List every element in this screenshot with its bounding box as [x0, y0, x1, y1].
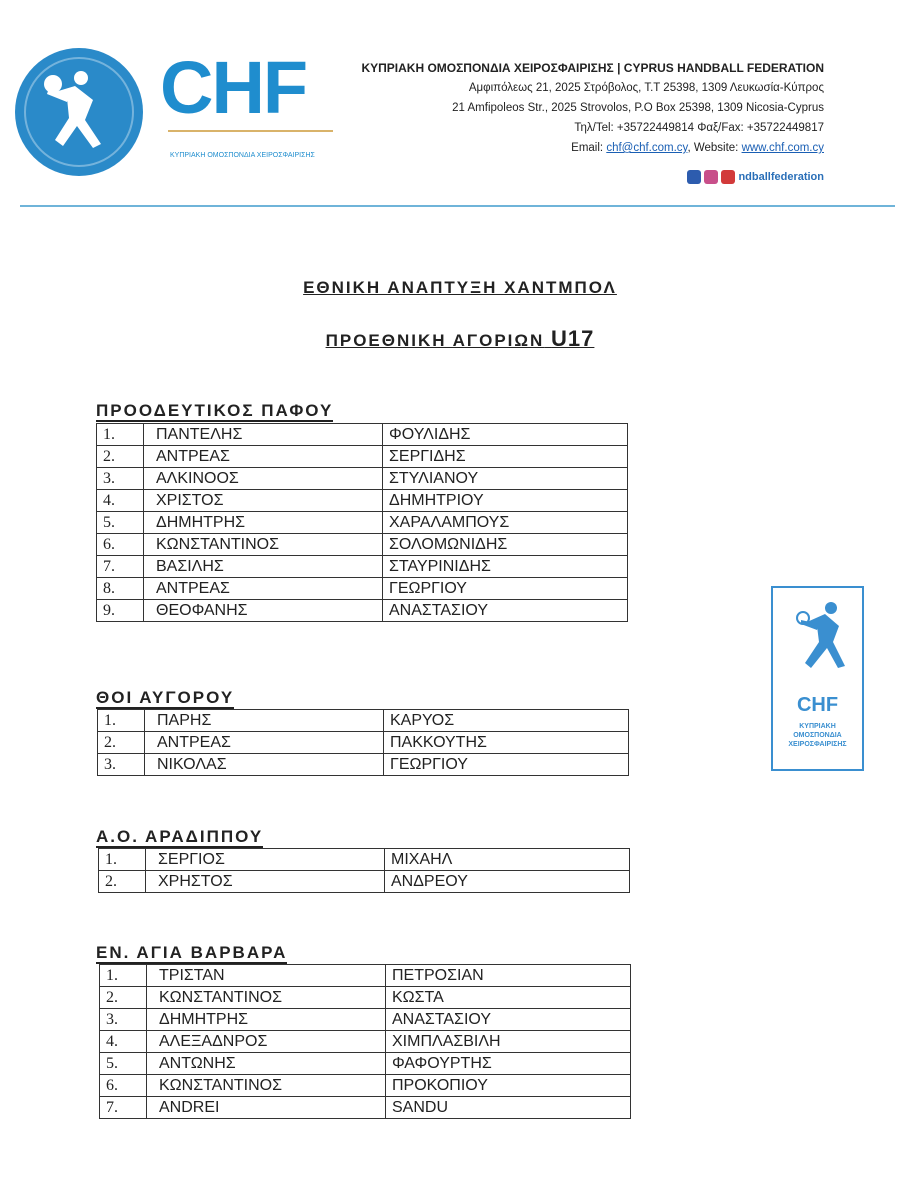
player-last-name: ΠΕΤΡΟΣΙΑΝ — [386, 965, 631, 987]
player-last-name: ΑΝΑΣΤΑΣΙΟΥ — [383, 600, 628, 622]
player-first-name: ΑΛΚΙΝΟΟΣ — [144, 468, 383, 490]
chf-logo-text: CHF — [160, 46, 307, 129]
website-label: , Website: — [687, 142, 742, 154]
table-row — [97, 534, 628, 556]
player-last-name: ΣΤΑΥΡΙΝΙΔΗΣ — [383, 556, 628, 578]
table-row — [97, 446, 628, 468]
table-row — [100, 965, 631, 987]
table-row — [97, 578, 628, 600]
table-row — [100, 1097, 631, 1119]
table-row — [100, 1009, 631, 1031]
stamp-subtitle-line: ΚΥΠΡΙΑΚΗ — [799, 723, 836, 730]
roster-table — [97, 709, 629, 776]
player-last-name: ΣΤΥΛΙΑΝΟΥ — [383, 468, 628, 490]
player-last-name: ΑΝΔΡΕΟΥ — [385, 871, 630, 893]
social-handle: ndballfederation — [738, 171, 824, 183]
player-first-name: ΧΡΗΣΤΟΣ — [146, 871, 385, 893]
player-number: 7. — [97, 556, 144, 578]
table-row — [98, 754, 629, 776]
player-first-name: ΑΛΕΞΑΔΝΡΟΣ — [147, 1031, 386, 1053]
player-number: 2. — [99, 871, 146, 893]
table-row — [99, 849, 630, 871]
club-heading — [96, 827, 263, 847]
roster-table — [96, 423, 628, 622]
website-link[interactable]: www.chf.com.cy — [741, 142, 824, 154]
player-last-name: ΑΝΑΣΤΑΣΙΟΥ — [386, 1009, 631, 1031]
club-heading — [96, 688, 234, 708]
table-row — [97, 468, 628, 490]
player-first-name: ΔΗΜΗΤΡΗΣ — [147, 1009, 386, 1031]
stamp-subtitle — [773, 722, 862, 749]
player-first-name: ΠΑΡΗΣ — [145, 710, 384, 732]
stamp-subtitle-line: ΟΜΟΣΠΟΝΔΙΑ — [793, 732, 842, 739]
federation-stamp — [771, 586, 864, 771]
email-website-line — [361, 138, 824, 158]
player-number: 3. — [97, 468, 144, 490]
player-first-name: ΤΡΙΣΤΑΝ — [147, 965, 386, 987]
player-first-name: ΣΕΡΓΙΟΣ — [146, 849, 385, 871]
player-first-name: ΒΑΣΙΛΗΣ — [144, 556, 383, 578]
stamp-logo-text: CHF — [796, 694, 839, 716]
club-name: ΠΡΟΟΔΕΥΤΙΚΟΣ ΠΑΦΟΥ — [96, 401, 334, 420]
player-first-name: ΑΝΤΡΕΑΣ — [144, 578, 383, 600]
player-first-name: ANDREI — [147, 1097, 386, 1119]
table-row — [100, 1031, 631, 1053]
player-number: 5. — [100, 1053, 147, 1075]
player-number: 3. — [100, 1009, 147, 1031]
player-first-name: ΠΑΝΤΕΛΗΣ — [144, 424, 383, 446]
document-subtitle — [0, 326, 900, 352]
player-first-name: ΚΩΝΣΤΑΝΤΙΝΟΣ — [147, 987, 386, 1009]
player-first-name: ΚΩΝΣΤΑΝΤΙΝΟΣ — [144, 534, 383, 556]
document-title: ΕΘΝΙΚΗ ΑΝΑΠΤΥΞΗ ΧΑΝΤΜΠΟΛ — [303, 278, 617, 297]
instagram-icon[interactable] — [704, 170, 718, 184]
table-row — [99, 871, 630, 893]
social-media-row — [687, 170, 824, 184]
handball-player-logo-icon — [15, 48, 143, 176]
player-last-name: ΓΕΩΡΓΙΟΥ — [383, 578, 628, 600]
player-last-name: ΓΕΩΡΓΙΟΥ — [384, 754, 629, 776]
player-first-name: ΘΕΟΦΑΝΗΣ — [144, 600, 383, 622]
table-row — [100, 987, 631, 1009]
table-row — [97, 490, 628, 512]
player-last-name: ΦΟΥΛΙΔΗΣ — [383, 424, 628, 446]
header-divider — [20, 205, 895, 207]
player-last-name: ΔΗΜΗΤΡΙΟΥ — [383, 490, 628, 512]
player-last-name: ΣΟΛΟΜΩΝΙΔΗΣ — [383, 534, 628, 556]
table-row — [97, 600, 628, 622]
player-first-name: ΑΝΤΩΝΗΣ — [147, 1053, 386, 1075]
federation-contact-block — [361, 58, 824, 158]
email-link[interactable]: chf@chf.com.cy — [606, 142, 688, 154]
player-last-name: ΧΑΡΑΛΑΜΠΟΥΣ — [383, 512, 628, 534]
federation-title: ΚΥΠΡΙΑΚΗ ΟΜΟΣΠΟΝΔΙΑ ΧΕΙΡΟΣΦΑΙΡΙΣΗΣ | CYPRUS HANDBALL FEDERATION — [361, 61, 824, 75]
subtitle-age-group: U17 — [551, 326, 595, 351]
club-name: ΕΝ. ΑΓΙΑ ΒΑΡΒΑΡΑ — [96, 943, 288, 962]
player-number: 5. — [97, 512, 144, 534]
stamp-player-icon — [781, 596, 856, 676]
email-label: Email: — [571, 142, 607, 154]
roster-table — [99, 964, 631, 1119]
letterhead — [0, 0, 900, 210]
player-last-name: ΠΑΚΚΟΥΤΗΣ — [384, 732, 629, 754]
player-number: 2. — [97, 446, 144, 468]
player-last-name: ΦΑΦΟΥΡΤΗΣ — [386, 1053, 631, 1075]
phone-fax: Τηλ/Tel: +35722449814 Φαξ/Fax: +35722449817 — [574, 122, 824, 134]
club-name: Α.Ο. ΑΡΑΔΙΠΠΟΥ — [96, 827, 264, 846]
player-number: 4. — [100, 1031, 147, 1053]
club-heading — [96, 401, 333, 421]
player-number: 6. — [100, 1075, 147, 1097]
player-first-name: ΑΝΤΡΕΑΣ — [144, 446, 383, 468]
facebook-icon[interactable] — [687, 170, 701, 184]
address-greek: Αμφιπόλεως 21, 2025 Στρόβολος, Τ.Τ 25398, 1309 Λευκωσία-Κύπρος — [468, 82, 824, 94]
player-number: 1. — [99, 849, 146, 871]
player-number: 8. — [97, 578, 144, 600]
player-number: 1. — [98, 710, 145, 732]
player-number: 1. — [97, 424, 144, 446]
player-last-name: ΠΡΟΚΟΠΙΟΥ — [386, 1075, 631, 1097]
player-first-name: ΧΡΙΣΤΟΣ — [144, 490, 383, 512]
player-last-name: ΚΩΣΤΑ — [386, 987, 631, 1009]
table-row — [97, 556, 628, 578]
subtitle-text: ΠΡΟΕΘΝΙΚΗ ΑΓΟΡΙΩΝ — [325, 331, 545, 350]
player-number: 1. — [100, 965, 147, 987]
player-last-name: SANDU — [386, 1097, 631, 1119]
table-row — [98, 710, 629, 732]
player-number: 9. — [97, 600, 144, 622]
table-row — [100, 1053, 631, 1075]
stamp-subtitle-line: ΧΕΙΡΟΣΦΑΙΡΙΣΗΣ — [788, 741, 847, 748]
player-number: 7. — [100, 1097, 147, 1119]
player-first-name: ΚΩΝΣΤΑΝΤΙΝΟΣ — [147, 1075, 386, 1097]
logo-subtitle: ΚΥΠΡΙΑΚΗ ΟΜΟΣΠΟΝΔΙΑ ΧΕΙΡΟΣΦΑΙΡΙΣΗΣ — [170, 152, 315, 159]
player-first-name: ΑΝΤΡΕΑΣ — [145, 732, 384, 754]
player-last-name: ΚΑΡΥΟΣ — [384, 710, 629, 732]
player-number: 2. — [100, 987, 147, 1009]
club-heading — [96, 943, 287, 963]
table-row — [98, 732, 629, 754]
club-name: ΘΟΙ ΑΥΓΟΡΟΥ — [96, 688, 235, 707]
player-number: 6. — [97, 534, 144, 556]
youtube-icon[interactable] — [721, 170, 735, 184]
roster-table — [98, 848, 630, 893]
player-number: 2. — [98, 732, 145, 754]
player-number: 4. — [97, 490, 144, 512]
table-row — [100, 1075, 631, 1097]
player-first-name: ΔΗΜΗΤΡΗΣ — [144, 512, 383, 534]
player-last-name: ΜΙΧΑΗΛ — [385, 849, 630, 871]
table-row — [97, 424, 628, 446]
player-number: 3. — [98, 754, 145, 776]
player-first-name: ΝΙΚΟΛΑΣ — [145, 754, 384, 776]
address-english: 21 Amfipoleos Str., 2025 Strovolos, P.O Box 25398, 1309 Nicosia-Cyprus — [452, 102, 824, 114]
player-last-name: ΧΙΜΠΛΑΣΒΙΛΗ — [386, 1031, 631, 1053]
player-last-name: ΣΕΡΓΙΔΗΣ — [383, 446, 628, 468]
table-row — [97, 512, 628, 534]
logo-divider — [168, 130, 333, 132]
